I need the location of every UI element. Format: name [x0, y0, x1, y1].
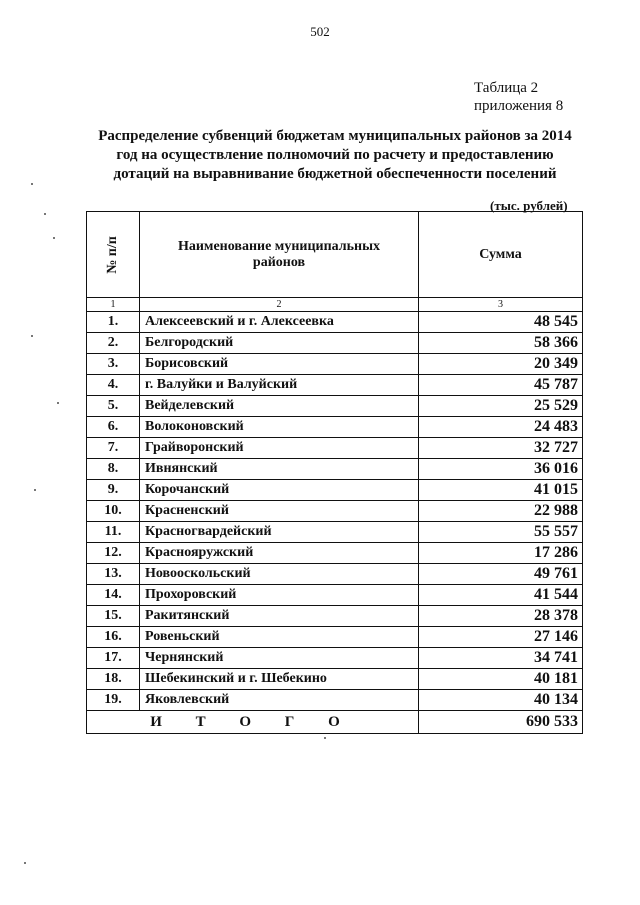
district-name: Красненский — [140, 501, 419, 522]
title-line1: Распределение субвенций бюджетам муниципальных районов за 2014 — [98, 128, 572, 144]
subvention-table — [86, 211, 583, 734]
total-row — [87, 711, 583, 734]
scan-speck — [57, 402, 59, 404]
row-number: 4. — [87, 375, 140, 396]
district-name: Волоконовский — [140, 417, 419, 438]
row-number: 17. — [87, 648, 140, 669]
table-label — [474, 79, 563, 115]
district-name: Ивнянский — [140, 459, 419, 480]
row-sum: 17 286 — [419, 543, 583, 564]
row-number: 1. — [87, 312, 140, 333]
row-number: 2. — [87, 333, 140, 354]
table-row — [87, 438, 583, 459]
column-number: 1 — [87, 298, 140, 312]
row-sum: 55 557 — [419, 522, 583, 543]
header-sum: Сумма — [419, 212, 583, 298]
row-number: 19. — [87, 690, 140, 711]
row-number: 18. — [87, 669, 140, 690]
table-row — [87, 312, 583, 333]
row-number: 10. — [87, 501, 140, 522]
table-header-row — [87, 212, 583, 298]
column-number: 2 — [140, 298, 419, 312]
table-row — [87, 333, 583, 354]
scan-speck — [44, 213, 46, 215]
table-row — [87, 627, 583, 648]
row-number: 11. — [87, 522, 140, 543]
district-name: Краснояружский — [140, 543, 419, 564]
scan-speck — [53, 237, 55, 239]
district-name: Ракитянский — [140, 606, 419, 627]
district-name: Шебекинский и г. Шебекино — [140, 669, 419, 690]
district-name: Яковлевский — [140, 690, 419, 711]
header-num: № п/п — [87, 212, 140, 298]
row-sum: 41 544 — [419, 585, 583, 606]
total-sum: 690 533 — [419, 711, 583, 734]
district-name: г. Валуйки и Валуйский — [140, 375, 419, 396]
row-number: 12. — [87, 543, 140, 564]
row-number: 15. — [87, 606, 140, 627]
table-row — [87, 396, 583, 417]
table-label-line2: приложения 8 — [474, 98, 564, 114]
row-number: 14. — [87, 585, 140, 606]
column-number-row — [87, 298, 583, 312]
row-sum: 27 146 — [419, 627, 583, 648]
row-sum: 58 366 — [419, 333, 583, 354]
row-sum: 40 181 — [419, 669, 583, 690]
header-name: Наименование муниципальных районов — [140, 212, 419, 298]
district-name: Новооскольский — [140, 564, 419, 585]
table-row — [87, 501, 583, 522]
title-line3: дотаций на выравнивание бюджетной обеспеченности поселений — [113, 166, 557, 182]
row-sum: 24 483 — [419, 417, 583, 438]
table-row — [87, 375, 583, 396]
district-name: Алексеевский и г. Алексеевка — [140, 312, 419, 333]
district-name: Белгородский — [140, 333, 419, 354]
table-row — [87, 459, 583, 480]
district-name: Борисовский — [140, 354, 419, 375]
table-row — [87, 522, 583, 543]
scan-speck — [31, 183, 33, 185]
row-sum: 40 134 — [419, 690, 583, 711]
row-sum: 45 787 — [419, 375, 583, 396]
table-row — [87, 480, 583, 501]
row-number: 5. — [87, 396, 140, 417]
table-row — [87, 543, 583, 564]
district-name: Грайворонский — [140, 438, 419, 459]
table-row — [87, 585, 583, 606]
district-name: Красногвардейский — [140, 522, 419, 543]
row-sum: 34 741 — [419, 648, 583, 669]
row-number: 9. — [87, 480, 140, 501]
district-name: Вейделевский — [140, 396, 419, 417]
table-row — [87, 690, 583, 711]
district-name: Корочанский — [140, 480, 419, 501]
scan-speck — [324, 737, 326, 739]
row-number: 16. — [87, 627, 140, 648]
district-name: Чернянский — [140, 648, 419, 669]
table-row — [87, 417, 583, 438]
scan-speck — [34, 489, 36, 491]
row-sum: 48 545 — [419, 312, 583, 333]
table-row — [87, 648, 583, 669]
row-sum: 49 761 — [419, 564, 583, 585]
row-sum: 22 988 — [419, 501, 583, 522]
row-number: 3. — [87, 354, 140, 375]
table-label-line1: Таблица 2 — [474, 80, 539, 96]
district-name: Прохоровский — [140, 585, 419, 606]
row-sum: 41 015 — [419, 480, 583, 501]
row-sum: 20 349 — [419, 354, 583, 375]
table-row — [87, 606, 583, 627]
page-number: 502 — [310, 24, 330, 39]
units-note: (тыс. рублей) — [490, 198, 568, 213]
title-line2: год на осуществление полномочий по расчету и предоставлению — [116, 147, 554, 163]
column-number: 3 — [419, 298, 583, 312]
row-sum: 25 529 — [419, 396, 583, 417]
table-row — [87, 354, 583, 375]
table-row — [87, 564, 583, 585]
row-sum: 36 016 — [419, 459, 583, 480]
scan-speck — [24, 862, 26, 864]
total-label: И Т О Г О — [87, 711, 419, 734]
row-number: 7. — [87, 438, 140, 459]
document-title — [80, 127, 590, 184]
district-name: Ровеньский — [140, 627, 419, 648]
row-sum: 28 378 — [419, 606, 583, 627]
row-sum: 32 727 — [419, 438, 583, 459]
row-number: 13. — [87, 564, 140, 585]
scan-speck — [31, 335, 33, 337]
table-row — [87, 669, 583, 690]
row-number: 6. — [87, 417, 140, 438]
row-number: 8. — [87, 459, 140, 480]
